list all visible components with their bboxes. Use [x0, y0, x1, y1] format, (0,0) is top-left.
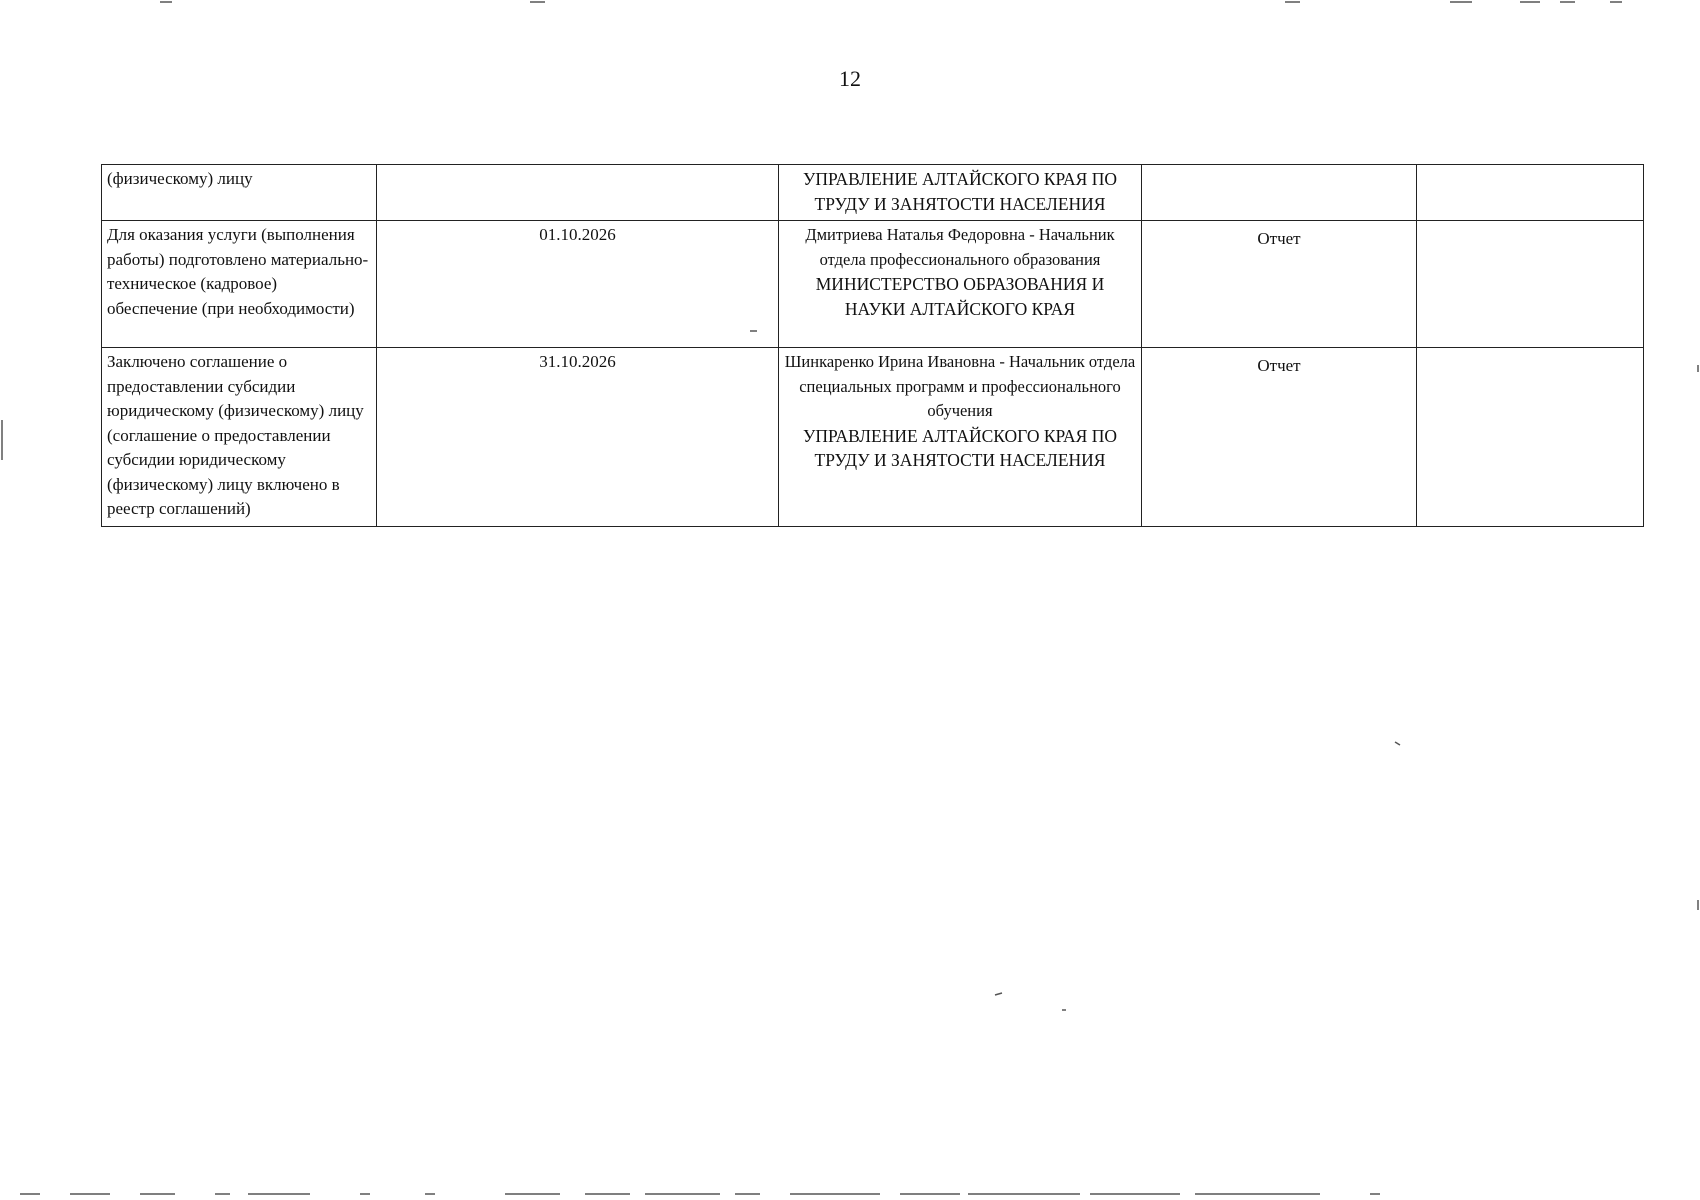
table-row	[102, 165, 1644, 221]
note-cell	[1417, 165, 1644, 221]
event-cell: Заключено соглашение о предоставлении субсидии юридическому (физическому) лицу (соглашение о предоставлении субсидии юридическому (физическому) лицу включено в реестр соглашений)	[102, 348, 377, 527]
responsible-organization: УПРАВЛЕНИЕ АЛТАЙСКОГО КРАЯ ПО ТРУДУ И ЗАНЯТОСТИ НАСЕЛЕНИЯ	[802, 425, 1118, 470]
document-cell: Отчет	[1142, 221, 1417, 348]
document-cell: Отчет	[1142, 348, 1417, 527]
responsible-cell	[779, 348, 1142, 527]
date-cell	[377, 165, 779, 221]
responsible-cell	[779, 165, 1142, 221]
events-table	[101, 164, 1644, 527]
responsible-person: Дмитриева Наталья Федоровна - Начальник отдела профессионального образования	[805, 225, 1115, 269]
note-cell	[1417, 348, 1644, 527]
document-cell	[1142, 165, 1417, 221]
table-row	[102, 348, 1644, 527]
responsible-organization: УПРАВЛЕНИЕ АЛТАЙСКОГО КРАЯ ПО ТРУДУ И ЗАНЯТОСТИ НАСЕЛЕНИЯ	[802, 169, 1118, 214]
date-cell: 31.10.2026	[377, 348, 779, 527]
page-number: 12	[839, 66, 861, 91]
responsible-organization: МИНИСТЕРСТВО ОБРАЗОВАНИЯ И НАУКИ АЛТАЙСКОГО КРАЯ	[815, 274, 1105, 319]
table-row	[102, 221, 1644, 348]
event-cell: (физическому) лицу	[102, 165, 377, 221]
event-cell: Для оказания услуги (выполнения работы) подготовлено материально-техническое (кадровое) обеспечение (при необходимости)	[102, 221, 377, 348]
responsible-person: Шинкаренко Ирина Ивановна - Начальник отдела специальных программ и профессионального обучения	[784, 352, 1136, 420]
note-cell	[1417, 221, 1644, 348]
responsible-cell	[779, 221, 1142, 348]
date-cell: 01.10.2026	[377, 221, 779, 348]
